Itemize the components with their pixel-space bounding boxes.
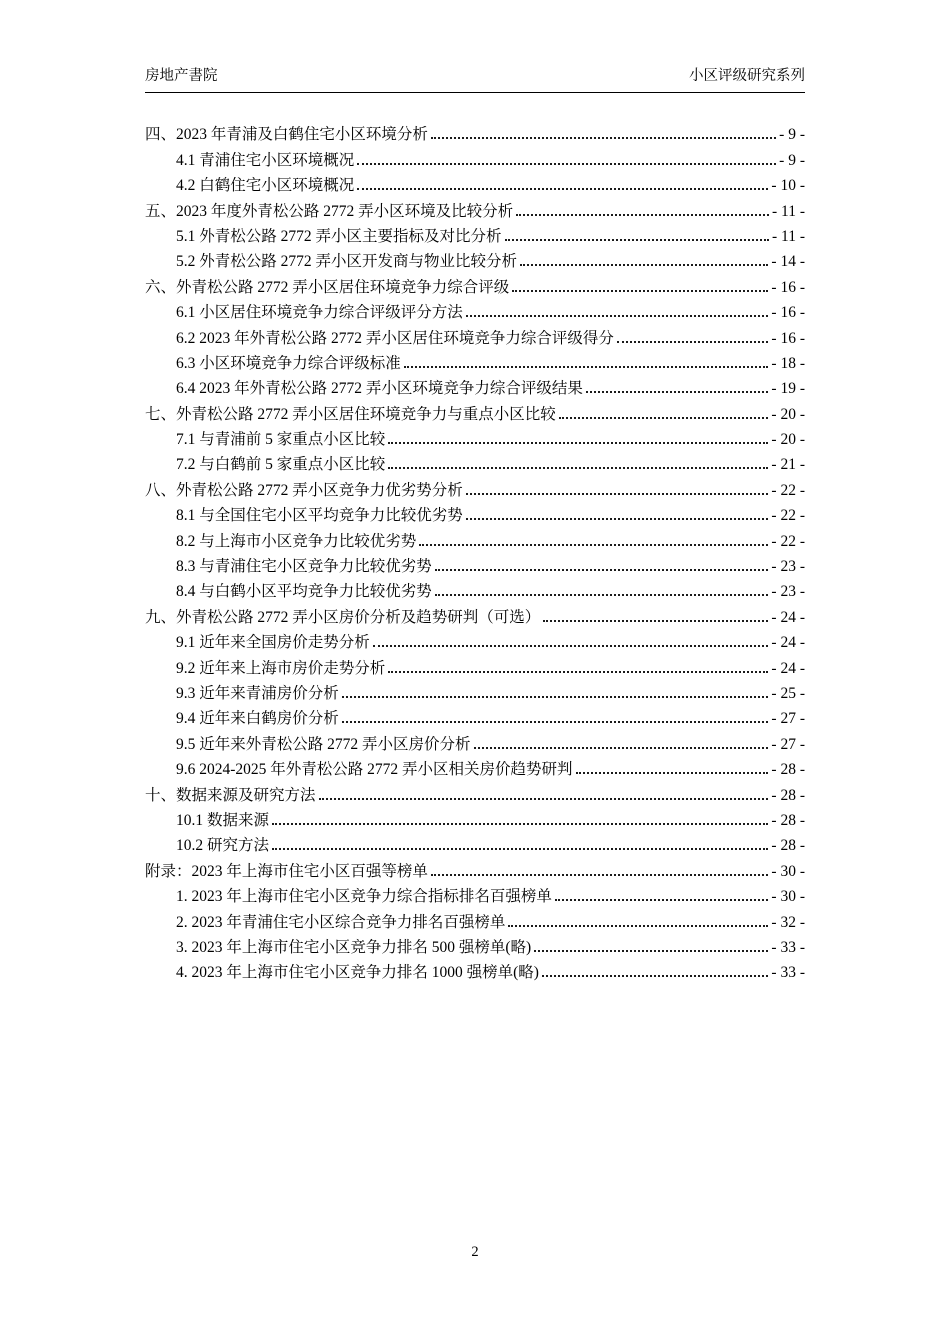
toc-entry[interactable] [145,832,805,857]
toc-entry-title: 9.5 近年来外青松公路 2772 弄小区房价分析 [176,735,471,753]
toc-entry-page: - 27 - [771,735,805,753]
toc-entry-title: 8.3 与青浦住宅小区竞争力比较优劣势 [176,558,432,576]
toc-entry-title: 八、外青松公路 2772 弄小区竞争力优劣势分析 [145,481,463,499]
toc-entry-title: 8.1 与全国住宅小区平均竞争力比较优劣势 [176,507,463,525]
toc-entry-page: - 25 - [771,684,805,702]
toc-entry-title: 4.1 青浦住宅小区环境概况 [176,151,355,169]
toc-entry[interactable] [145,807,805,832]
toc-entry[interactable] [145,273,805,298]
toc-entry-title: 9.4 近年来白鹤房价分析 [176,710,339,728]
toc-entry-title: 九、外青松公路 2772 弄小区房价分析及趋势研判（可选） [145,608,541,626]
toc-leader-dots [520,264,768,266]
toc-entry-page: - 10 - [771,177,805,195]
toc-entry-page: - 23 - [771,558,805,576]
toc-leader-dots [272,823,768,825]
toc-entry-page: - 16 - [771,329,805,347]
toc-entry-title: 9.3 近年来青浦房价分析 [176,684,339,702]
toc-entry-page: - 14 - [771,253,805,271]
toc-leader-dots [357,188,768,190]
toc-entry-title: 2. 2023 年青浦住宅小区综合竞争力排名百强榜单 [176,913,506,931]
header-left-text: 房地产書院 [145,68,218,84]
toc-leader-dots [357,163,776,165]
toc-leader-dots [542,975,768,977]
toc-leader-dots [272,848,768,850]
toc-leader-dots [388,671,768,673]
toc-leader-dots [508,925,768,927]
toc-entry[interactable] [145,908,805,933]
toc-entry[interactable] [145,172,805,197]
table-of-contents [145,121,805,984]
toc-leader-dots [466,315,769,317]
toc-leader-dots [466,493,769,495]
toc-entry[interactable] [145,502,805,527]
toc-entry[interactable] [145,883,805,908]
toc-entry-title: 1. 2023 年上海市住宅小区竞争力综合指标排名百强榜单 [176,888,552,906]
toc-entry[interactable] [145,934,805,959]
toc-entry-page: - 30 - [771,862,805,880]
toc-entry[interactable] [145,146,805,171]
toc-leader-dots [388,442,768,444]
toc-leader-dots [388,467,768,469]
toc-leader-dots [435,594,769,596]
toc-entry[interactable] [145,248,805,273]
toc-entry[interactable] [145,375,805,400]
toc-entry-page: - 11 - [772,227,805,245]
toc-entry-title: 9.6 2024-2025 年外青松公路 2772 弄小区相关房价趋势研判 [176,761,573,779]
toc-leader-dots [431,874,769,876]
toc-entry-title: 十、数据来源及研究方法 [145,786,316,804]
toc-entry-page: - 28 - [771,786,805,804]
toc-entry[interactable] [145,527,805,552]
toc-entry-page: - 24 - [771,608,805,626]
toc-leader-dots [431,137,776,139]
toc-leader-dots [466,518,769,520]
toc-entry-page: - 16 - [771,304,805,322]
toc-entry-title: 4. 2023 年上海市住宅小区竞争力排名 1000 强榜单(略) [176,964,539,982]
toc-entry-title: 6.2 2023 年外青松公路 2772 弄小区居住环境竞争力综合评级得分 [176,329,614,347]
toc-entry-title: 7.1 与青浦前 5 家重点小区比较 [176,431,386,449]
toc-leader-dots [576,772,769,774]
toc-entry[interactable] [145,476,805,501]
toc-entry[interactable] [145,680,805,705]
toc-leader-dots [419,544,768,546]
toc-entry-page: - 28 - [771,811,805,829]
toc-entry-title: 9.1 近年来全国房价走势分析 [176,634,370,652]
toc-entry-page: - 20 - [771,431,805,449]
toc-leader-dots [342,696,769,698]
toc-leader-dots [512,290,768,292]
toc-leader-dots [319,798,769,800]
toc-entry-page: - 24 - [771,659,805,677]
toc-leader-dots [404,366,769,368]
toc-leader-dots [555,899,769,901]
toc-entry-page: - 23 - [771,583,805,601]
toc-entry-page: - 30 - [771,888,805,906]
toc-entry-title: 6.1 小区居住环境竞争力综合评级评分方法 [176,304,463,322]
toc-leader-dots [534,950,768,952]
toc-leader-dots [617,341,769,343]
toc-leader-dots [505,239,769,241]
toc-entry-page: - 33 - [771,964,805,982]
toc-entry-title: 3. 2023 年上海市住宅小区竞争力排名 500 强榜单(略) [176,938,532,956]
toc-entry-title: 6.4 2023 年外青松公路 2772 弄小区环境竞争力综合评级结果 [176,380,583,398]
toc-entry-title: 5.1 外青松公路 2772 弄小区主要指标及对比分析 [176,227,502,245]
toc-entry-title: 4.2 白鹤住宅小区环境概况 [176,177,355,195]
toc-entry-title: 6.3 小区环境竞争力综合评级标准 [176,354,401,372]
toc-entry[interactable] [145,705,805,730]
toc-entry-page: - 22 - [771,481,805,499]
toc-leader-dots [373,645,769,647]
toc-entry-page: - 22 - [771,532,805,550]
toc-entry[interactable] [145,350,805,375]
toc-entry[interactable] [145,730,805,755]
toc-entry-page: - 28 - [771,761,805,779]
toc-leader-dots [435,569,769,571]
toc-entry-title: 10.2 研究方法 [176,837,270,855]
toc-entry[interactable] [145,197,805,222]
toc-entry-page: - 24 - [771,634,805,652]
toc-entry-page: - 32 - [771,913,805,931]
toc-entry-page: - 21 - [771,456,805,474]
toc-entry[interactable] [145,756,805,781]
toc-leader-dots [474,747,769,749]
toc-entry[interactable] [145,603,805,628]
toc-entry-page: - 9 - [779,151,805,169]
toc-entry-title: 8.2 与上海市小区竞争力比较优劣势 [176,532,417,550]
toc-entry-page: - 22 - [771,507,805,525]
toc-entry-title: 五、2023 年度外青松公路 2772 弄小区环境及比较分析 [145,202,514,220]
toc-entry-title: 10.1 数据来源 [176,811,270,829]
toc-entry[interactable] [145,451,805,476]
toc-entry-page: - 18 - [771,354,805,372]
toc-entry-title: 5.2 外青松公路 2772 弄小区开发商与物业比较分析 [176,253,518,271]
toc-leader-dots [586,391,769,393]
toc-entry-title: 9.2 近年来上海市房价走势分析 [176,659,386,677]
toc-entry[interactable] [145,400,805,425]
toc-entry-title: 附录：2023 年上海市住宅小区百强等榜单 [145,862,428,880]
toc-entry[interactable] [145,299,805,324]
toc-entry-title: 六、外青松公路 2772 弄小区居住环境竞争力综合评级 [145,278,510,296]
toc-entry[interactable] [145,426,805,451]
toc-entry[interactable] [145,578,805,603]
toc-entry[interactable] [145,223,805,248]
toc-leader-dots [559,417,769,419]
toc-entry-page: - 20 - [771,405,805,423]
toc-entry-title: 7.2 与白鹤前 5 家重点小区比较 [176,456,386,474]
toc-entry-page: - 33 - [771,938,805,956]
toc-entry-title: 四、2023 年青浦及白鹤住宅小区环境分析 [145,126,428,144]
toc-entry-page: - 11 - [772,202,805,220]
footer-page-number: 2 [471,1244,479,1260]
toc-entry-page: - 19 - [771,380,805,398]
toc-entry-page: - 9 - [779,126,805,144]
toc-entry-page: - 27 - [771,710,805,728]
header-right-text: 小区评级研究系列 [689,68,805,84]
toc-entry[interactable] [145,324,805,349]
toc-entry[interactable] [145,857,805,882]
page-header [145,64,805,93]
toc-entry[interactable] [145,629,805,654]
toc-leader-dots [516,214,769,216]
toc-entry[interactable] [145,654,805,679]
toc-entry[interactable] [145,959,805,984]
toc-entry-page: - 16 - [771,278,805,296]
toc-entry[interactable] [145,781,805,806]
toc-leader-dots [342,721,769,723]
toc-entry[interactable] [145,121,805,146]
toc-entry-title: 七、外青松公路 2772 弄小区居住环境竞争力与重点小区比较 [145,405,556,423]
page-footer [0,1244,950,1261]
toc-entry-page: - 28 - [771,837,805,855]
toc-entry[interactable] [145,553,805,578]
toc-entry-title: 8.4 与白鹤小区平均竞争力比较优劣势 [176,583,432,601]
toc-leader-dots [543,620,768,622]
